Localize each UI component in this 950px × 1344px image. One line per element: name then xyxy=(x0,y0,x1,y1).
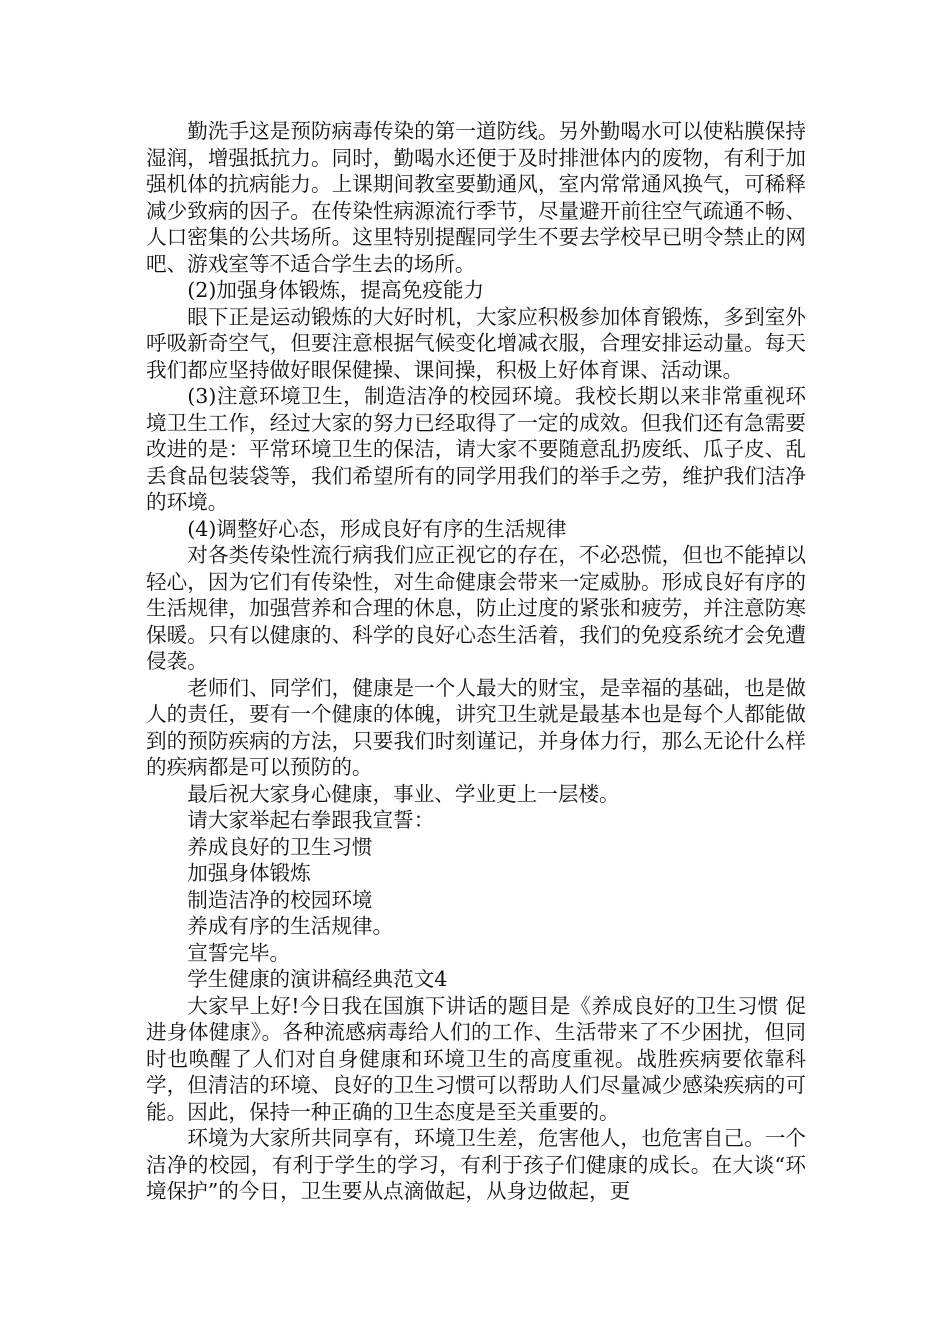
paragraph-health-treasure: 老师们、同学们，健康是一个人最大的财宝，是幸福的基础，也是做人的责任，要有一个健康的体魄，讲究卫生就是最基本也是每个人都能做到的预防疾病的方法，只要我们时刻谨记，并身体力行，那么无论什么样的疾病都是可以预防的。 xyxy=(146,675,806,779)
oath-line-4: 养成有序的生活规律。 xyxy=(187,914,394,938)
paragraph-handwashing: 勤洗手这是预防病毒传染的第一道防线。另外勤喝水可以使粘膜保持湿润，增强抵抗力。同时，勤喝水还便于及时排泄体内的废物，有利于加强机体的抗病能力。上课期间教室要勤通风，室内常常通风换气，可稀释减少致病的因子。在传染性病源流行季节，尽量避开前往空气疏通不畅、人口密集的公共场所。这里特别提醒同学生不要去学校早已明令禁止的网吧、游戏室等不适合学生去的场所。 xyxy=(146,119,806,276)
document-page xyxy=(146,118,806,1205)
oath-line-2: 加强身体锻炼 xyxy=(187,861,311,885)
paragraph-shared-environment: 环境为大家所共同享有，环境卫生差，危害他人，也危害自己。一个洁净的校园，有利于学生的学习，有利于孩子们健康的成长。在大谈“环境保护”的今日，卫生要从点滴做起，从身边做起，更 xyxy=(146,1126,806,1203)
paragraph-oath-intro: 请大家举起右拳跟我宣誓： xyxy=(187,808,435,832)
paragraph-best-wishes: 最后祝大家身心健康，事业、学业更上一层楼。 xyxy=(187,781,620,806)
oath-line-3: 制造洁净的校园环境 xyxy=(187,887,373,912)
oath-end: 宣誓完毕。 xyxy=(187,940,291,965)
section-title-example-4: 学生健康的演讲稿经典范文4 xyxy=(187,967,448,991)
oath-line-1: 养成良好的卫生习惯 xyxy=(187,834,373,859)
paragraph-good-morning: 大家早上好!今日我在国旗下讲话的题目是《养成良好的卫生习惯 促进身体健康》。各种流感病毒给人们的工作、生活带来了不少困扰，但同时也唤醒了人们对自身健康和环境卫生的高度重视。战胜疾病要依靠科学，但清洁的环境、良好的卫生习惯可以帮助人们尽量减少感染疾病的可能。因此，保持一种正确的卫生态度是至关重要的。 xyxy=(146,993,806,1124)
heading-exercise: (2)加强身体锻炼，提高免疫能力 xyxy=(187,278,485,302)
heading-mindset: (4)调整好心态，形成良好有序的生活规律 xyxy=(187,516,567,541)
paragraph-mindset: 对各类传染性流行病我们应正视它的存在，不必恐慌，但也不能掉以轻心，因为它们有传染性，对生命健康会带来一定威胁。形成良好有序的生活规律，加强营养和合理的休息，防止过度的紧张和疲劳，并注意防寒保暖。只有以健康的、科学的良好心态生活着，我们的免疫系统才会免遭侵袭。 xyxy=(146,543,806,673)
paragraph-environment: (3)注意环境卫生，制造洁净的校园环境。我校长期以来非常重视环境卫生工作，经过大家的努力已经取得了一定的成效。但我们还有急需要改进的是：平常环境卫生的保洁，请大家不要随意乱扔废纸、瓜子皮、乱丢食品包装袋等，我们希望所有的同学用我们的举手之劳，维护我们洁净的环境。 xyxy=(146,384,806,514)
paragraph-exercise: 眼下正是运动锻炼的大好时机，大家应积极参加体育锻炼，多到室外呼吸新奇空气，但要注意根据气候变化增减衣服，合理安排运动量。每天我们都应坚持做好眼保健操、课间操，积极上好体育课、活动课。 xyxy=(146,304,806,382)
